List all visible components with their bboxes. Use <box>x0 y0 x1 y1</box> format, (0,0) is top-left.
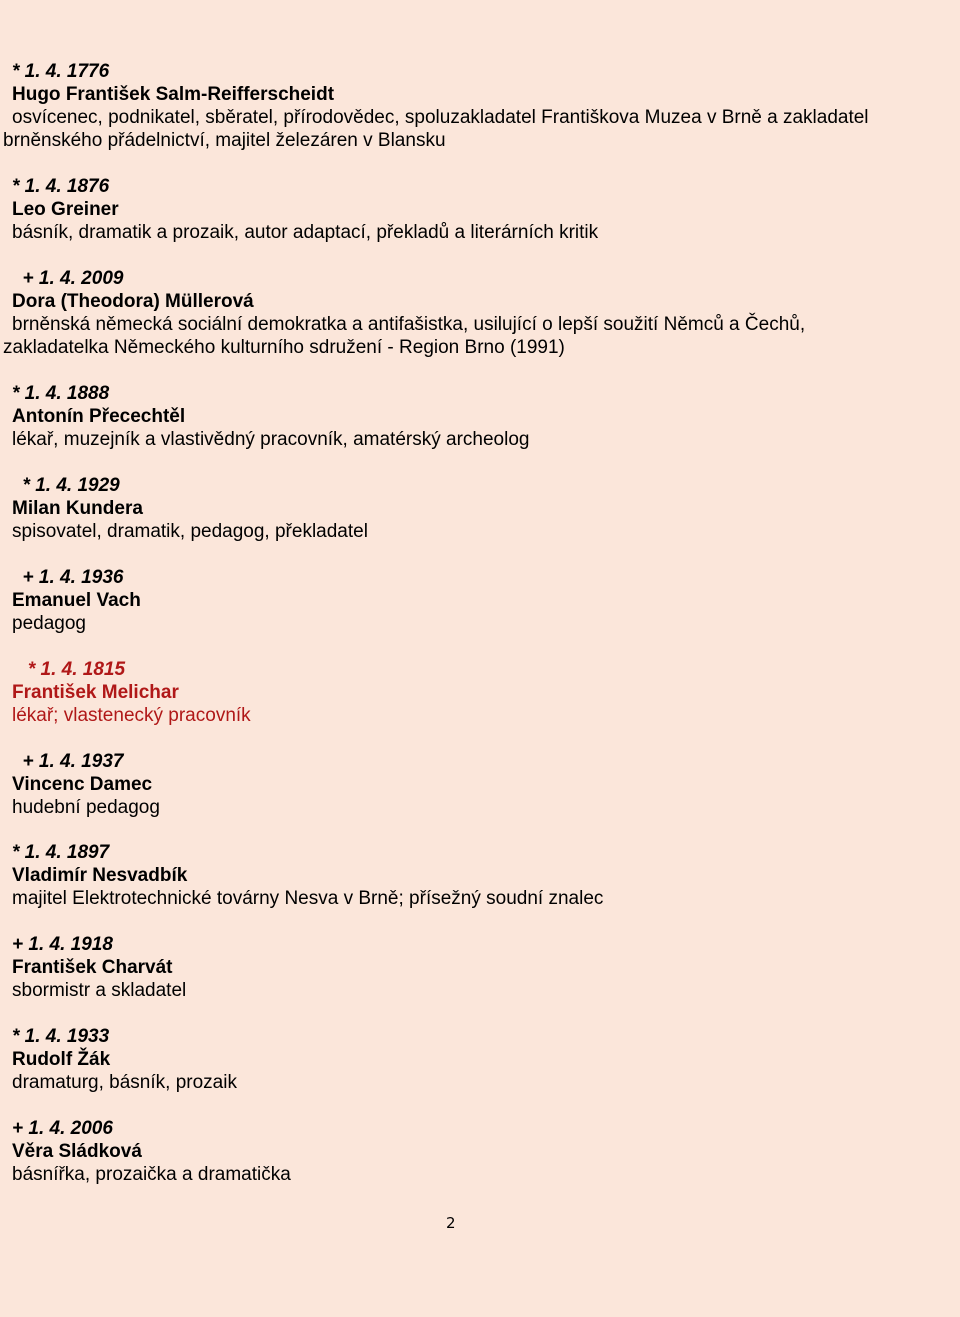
entry-name: Milan Kundera <box>12 498 143 519</box>
entry-name: Leo Greiner <box>12 199 119 220</box>
calendar-entry <box>12 382 942 451</box>
page-number: 2 <box>446 1214 456 1232</box>
entry-name: František Charvát <box>12 957 173 978</box>
calendar-entry <box>12 750 942 819</box>
entry-description: básník, dramatik a prozaik, autor adaptací, překladů a literárních kritik <box>12 222 599 243</box>
calendar-entry <box>12 841 942 910</box>
entry-name: Hugo František Salm-Reifferscheidt <box>12 84 335 105</box>
entry-date: + 1. 4. 2006 <box>12 1118 113 1139</box>
entry-date: + 1. 4. 1937 <box>12 751 124 772</box>
entry-description: dramaturg, básník, prozaik <box>12 1072 237 1093</box>
calendar-entry <box>12 933 942 1002</box>
entry-description-continued: brněnského přádelnictví, majitel železáren v Blansku <box>3 130 446 151</box>
entry-description: majitel Elektrotechnické továrny Nesva v Brně; přísežný soudní znalec <box>12 888 604 909</box>
entry-description: básnířka, prozaička a dramatička <box>12 1164 291 1185</box>
entry-description: spisovatel, dramatik, pedagog, překladatel <box>12 521 368 542</box>
entry-date: + 1. 4. 1918 <box>12 934 113 955</box>
entry-date: + 1. 4. 1936 <box>12 567 124 588</box>
entry-name: Vincenc Damec <box>12 774 153 795</box>
calendar-entry <box>12 1117 942 1186</box>
entry-name: Rudolf Žák <box>12 1049 111 1070</box>
entry-description: osvícenec, podnikatel, sběratel, přírodovědec, spoluzakladatel Františkova Muzea v Brně a zakladatel <box>12 107 869 128</box>
entry-date: * 1. 4. 1815 <box>12 659 126 680</box>
calendar-entry <box>3 267 942 359</box>
entry-date: + 1. 4. 2009 <box>12 268 124 289</box>
entry-description: hudební pedagog <box>12 797 160 818</box>
entry-date: * 1. 4. 1888 <box>12 383 110 404</box>
entry-description-continued: zakladatelka Německého kulturního sdružení - Region Brno (1991) <box>3 337 565 358</box>
entry-name: Věra Sládková <box>12 1141 142 1162</box>
entry-name: Emanuel Vach <box>12 590 141 611</box>
entry-description: brněnská německá sociální demokratka a antifašistka, usilující o lepší soužití Němců a Čechů, <box>12 314 806 335</box>
entry-name: Vladimír Nesvadbík <box>12 865 188 886</box>
calendar-entry-highlighted <box>12 658 942 727</box>
calendar-entry <box>12 474 942 543</box>
entry-description: pedagog <box>12 613 86 634</box>
entry-date: * 1. 4. 1897 <box>12 842 110 863</box>
entry-name: Antonín Přecechtěl <box>12 406 186 427</box>
entry-date: * 1. 4. 1933 <box>12 1026 110 1047</box>
entry-description: lékař; vlastenecký pracovník <box>12 705 251 726</box>
calendar-entry <box>12 175 942 244</box>
entry-name: František Melichar <box>12 682 179 703</box>
calendar-entry <box>3 60 942 152</box>
entry-name: Dora (Theodora) Müllerová <box>12 291 254 312</box>
calendar-entry <box>12 1025 942 1094</box>
calendar-entry <box>12 566 942 635</box>
entry-description: lékař, muzejník a vlastivědný pracovník, amatérský archeolog <box>12 429 530 450</box>
entry-description: sbormistr a skladatel <box>12 980 187 1001</box>
entry-date: * 1. 4. 1929 <box>12 475 120 496</box>
entry-date: * 1. 4. 1876 <box>12 176 110 197</box>
entry-date: * 1. 4. 1776 <box>12 61 110 82</box>
